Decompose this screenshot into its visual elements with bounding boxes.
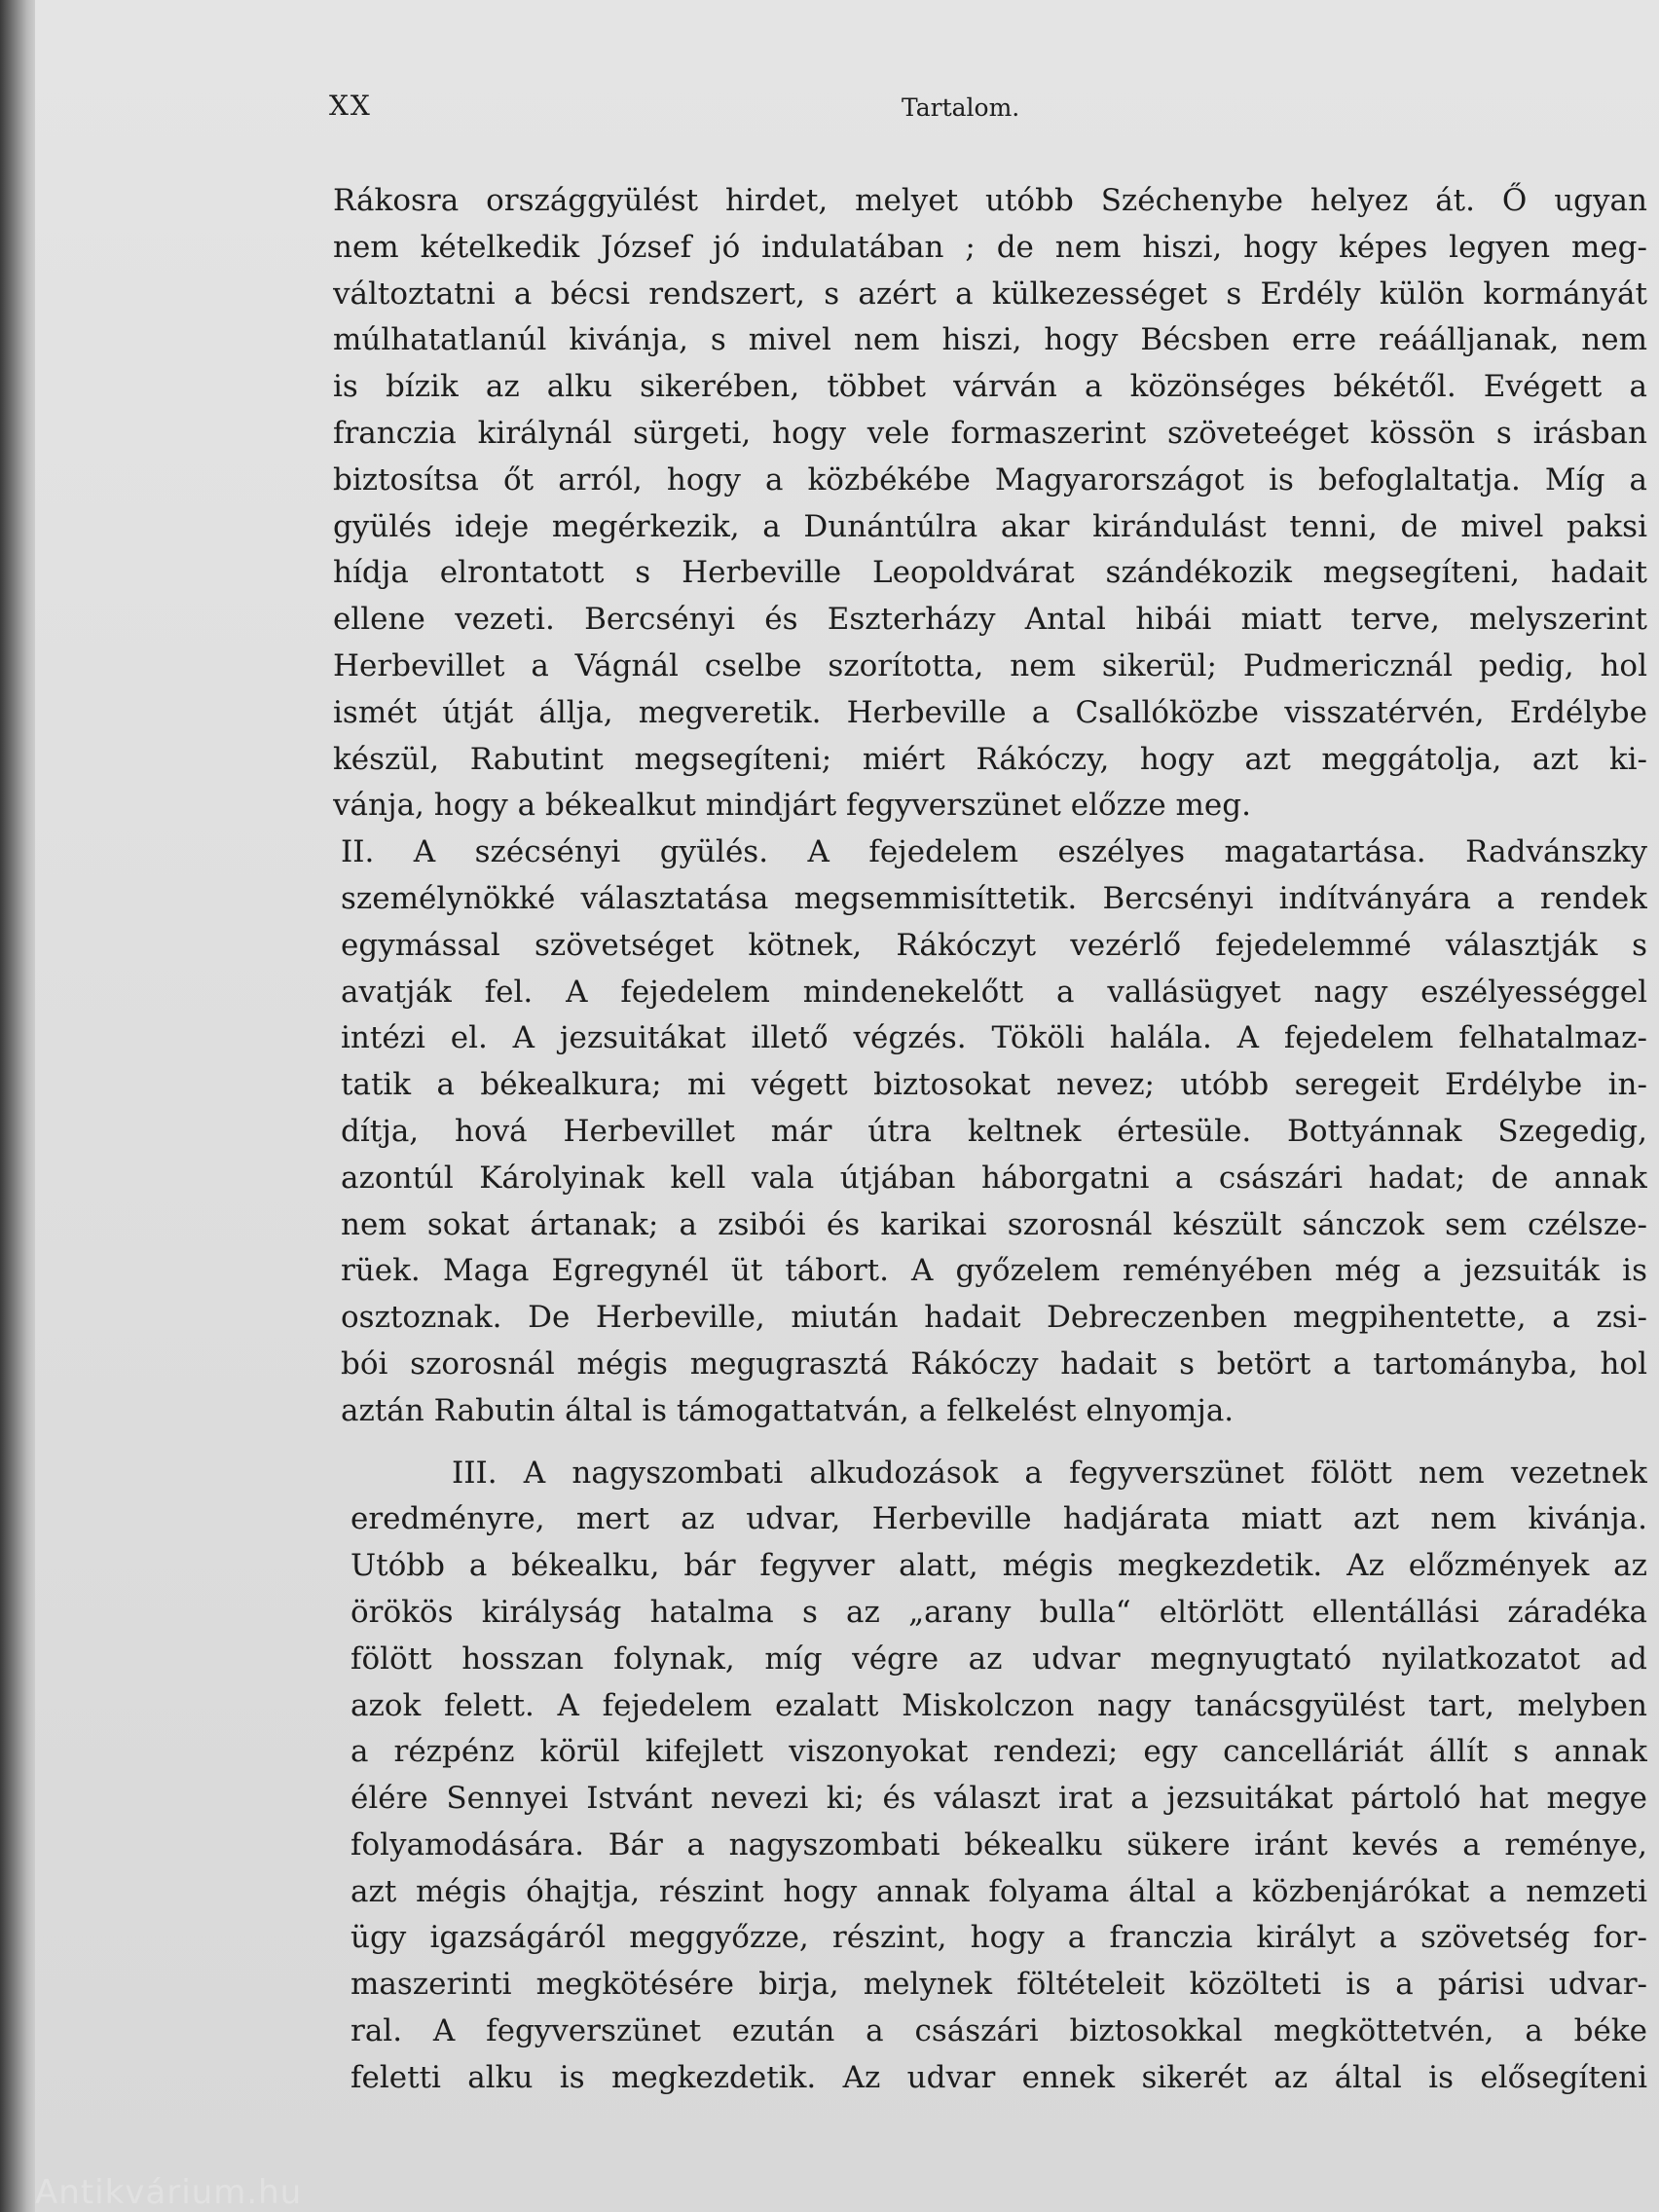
text-line: azt mégis óhajtja, részint hogy annak folyama által a közbenjárókat a nemzeti (350, 1873, 1647, 1909)
text-line: intézi el. A jezsuitákat illető végzés. Tököli halála. A fejedelem felhatalmaz- (341, 1020, 1647, 1056)
text-line: ismét útját állja, megveretik. Herbeville a Csallóközbe visszatérvén, Erdélybe (333, 694, 1647, 730)
text-line: biztosítsa őt arról, hogy a közbékébe Magyarországot is befoglaltatja. Míg a (333, 461, 1647, 498)
text-line: készül, Rabutint megsegíteni; miért Rákóczy, hogy azt meggátolja, azt ki- (333, 741, 1647, 777)
text-line: nem kételkedik József jó indulatában ; de nem hiszi, hogy képes legyen meg- (333, 229, 1647, 265)
text-line: avatják fel. A fejedelem mindenekelőtt a vallásügyet nagy eszélyességgel (341, 974, 1647, 1010)
text-line: ral. A fegyverszünet ezután a császári biztosokkal megköttetvén, a béke (350, 2013, 1647, 2049)
body-text (333, 178, 1647, 2102)
text-line: élére Sennyei Istvánt nevezi ki; és választ irat a jezsuitákat pártoló hat megye (350, 1781, 1647, 1817)
text-line: ellene vezeti. Bercsényi és Eszterházy Antal hibái miatt terve, melyszerint (333, 602, 1647, 638)
text-line: egymással szövetséget kötnek, Rákóczyt vezérlő fejedelemmé választják s (341, 927, 1647, 963)
text-line: örökös királyság hatalma s az „arany bulla“ eltörlött ellentállási záradéka (350, 1594, 1647, 1630)
text-line: maszerinti megkötésére birja, melynek föltételeit közölteti is a párisi udvar- (350, 1967, 1647, 2003)
running-title: Tartalom. (902, 93, 1020, 122)
text-line: személynökké választatása megsemmisíttetik. Bercsényi indítványára a rendek (341, 880, 1647, 916)
text-line: Herbevillet a Vágnál cselbe szorította, nem sikerül; Pudmericznál pedig, hol (333, 647, 1647, 683)
text-line: vánja, hogy a békealkut mindjárt fegyverszünet előzze meg. (333, 788, 1251, 824)
text-line: is bízik az alku sikerében, többet várván a közönséges békétől. Evégett a (333, 369, 1647, 405)
section-heading-line: III. A nagyszombati alkudozások a fegyverszünet fölött nem vezetnek (452, 1455, 1647, 1491)
running-head (35, 90, 1659, 129)
paragraph-section-3 (350, 1451, 1647, 2102)
book-binding-edge (0, 0, 39, 2212)
text-line: eredményre, mert az udvar, Herbeville hadjárata miatt azt nem kivánja. (350, 1501, 1647, 1537)
paragraph-intro (333, 178, 1647, 830)
watermark: Antikvárium.hu (35, 2173, 303, 2212)
text-line: folyamodására. Bár a nagyszombati békealku sükere iránt kevés a reménye, (350, 1826, 1647, 1862)
paragraph-gap (333, 1435, 1647, 1451)
text-line: azontúl Károlyinak kell vala útjában háborgatni a császári hadat; de annak (341, 1160, 1647, 1196)
text-line: osztoznak. De Herbeville, miután hadait Debreczenben megpihentette, a zsi- (341, 1300, 1647, 1336)
text-line: dítja, hová Herbevillet már útra keltnek értesüle. Bottyánnak Szegedig, (341, 1113, 1647, 1149)
text-line: tatik a békealkura; mi végett biztosokat nevez; utóbb seregeit Erdélybe in- (341, 1067, 1647, 1103)
text-line: ügy igazságáról meggyőzze, részint, hogy a franczia királyt a szövetség for- (350, 1920, 1647, 1956)
text-line: franczia királynál sürgeti, hogy vele formaszerint szöveteéget kössön s irásban (333, 415, 1647, 451)
book-page (35, 0, 1659, 2212)
text-line: aztán Rabutin által is támogattatván, a felkelést elnyomja. (341, 1392, 1235, 1428)
text-line: rüek. Maga Egregynél üt tábort. A győzelem reményében még a jezsuiták is (341, 1253, 1647, 1289)
text-line: Utóbb a békealku, bár fegyver alatt, mégis megkezdetik. Az előzmények az (350, 1548, 1647, 1584)
text-line: azok felett. A fejedelem ezalatt Miskolczon nagy tanácsgyülést tart, melyben (350, 1687, 1647, 1723)
page-number: XX (329, 90, 372, 122)
text-line: Rákosra országgyülést hirdet, melyet utóbb Széchenybe helyez át. Ő ugyan (333, 183, 1647, 218)
text-line: múlhatatlanúl kivánja, s mivel nem hiszi, hogy Bécsben erre reáálljanak, nem (333, 322, 1647, 358)
text-line: hídja elrontatott s Herbeville Leopoldvárat szándékozik megsegíteni, hadait (333, 555, 1647, 591)
text-line: feletti alku is megkezdetik. Az udvar ennek sikerét az által is elősegíteni (350, 2059, 1647, 2095)
text-line: gyülés ideje megérkezik, a Dunántúlra akar kirándulást tenni, de mivel paksi (333, 508, 1647, 544)
text-line: a rézpénz körül kifejlett viszonyokat rendezi; egy cancelláriát állít s annak (350, 1734, 1647, 1770)
text-line: fölött hosszan folynak, míg végre az udvar megnyugtató nyilatkozatot ad (350, 1641, 1647, 1677)
section-heading-line: II. A szécsényi gyülés. A fejedelem eszélyes magatartása. Radvánszky (341, 834, 1647, 870)
text-line: bói szorosnál mégis megugrasztá Rákóczy hadait s betört a tartományba, hol (341, 1346, 1647, 1382)
text-line: nem sokat ártanak; a zsibói és karikai szorosnál készült sánczok sem czélsze- (341, 1206, 1647, 1242)
text-line: változtatni a bécsi rendszert, s azért a külkezességet s Erdély külön kormányát (333, 276, 1647, 312)
paragraph-section-2 (333, 830, 1647, 1434)
